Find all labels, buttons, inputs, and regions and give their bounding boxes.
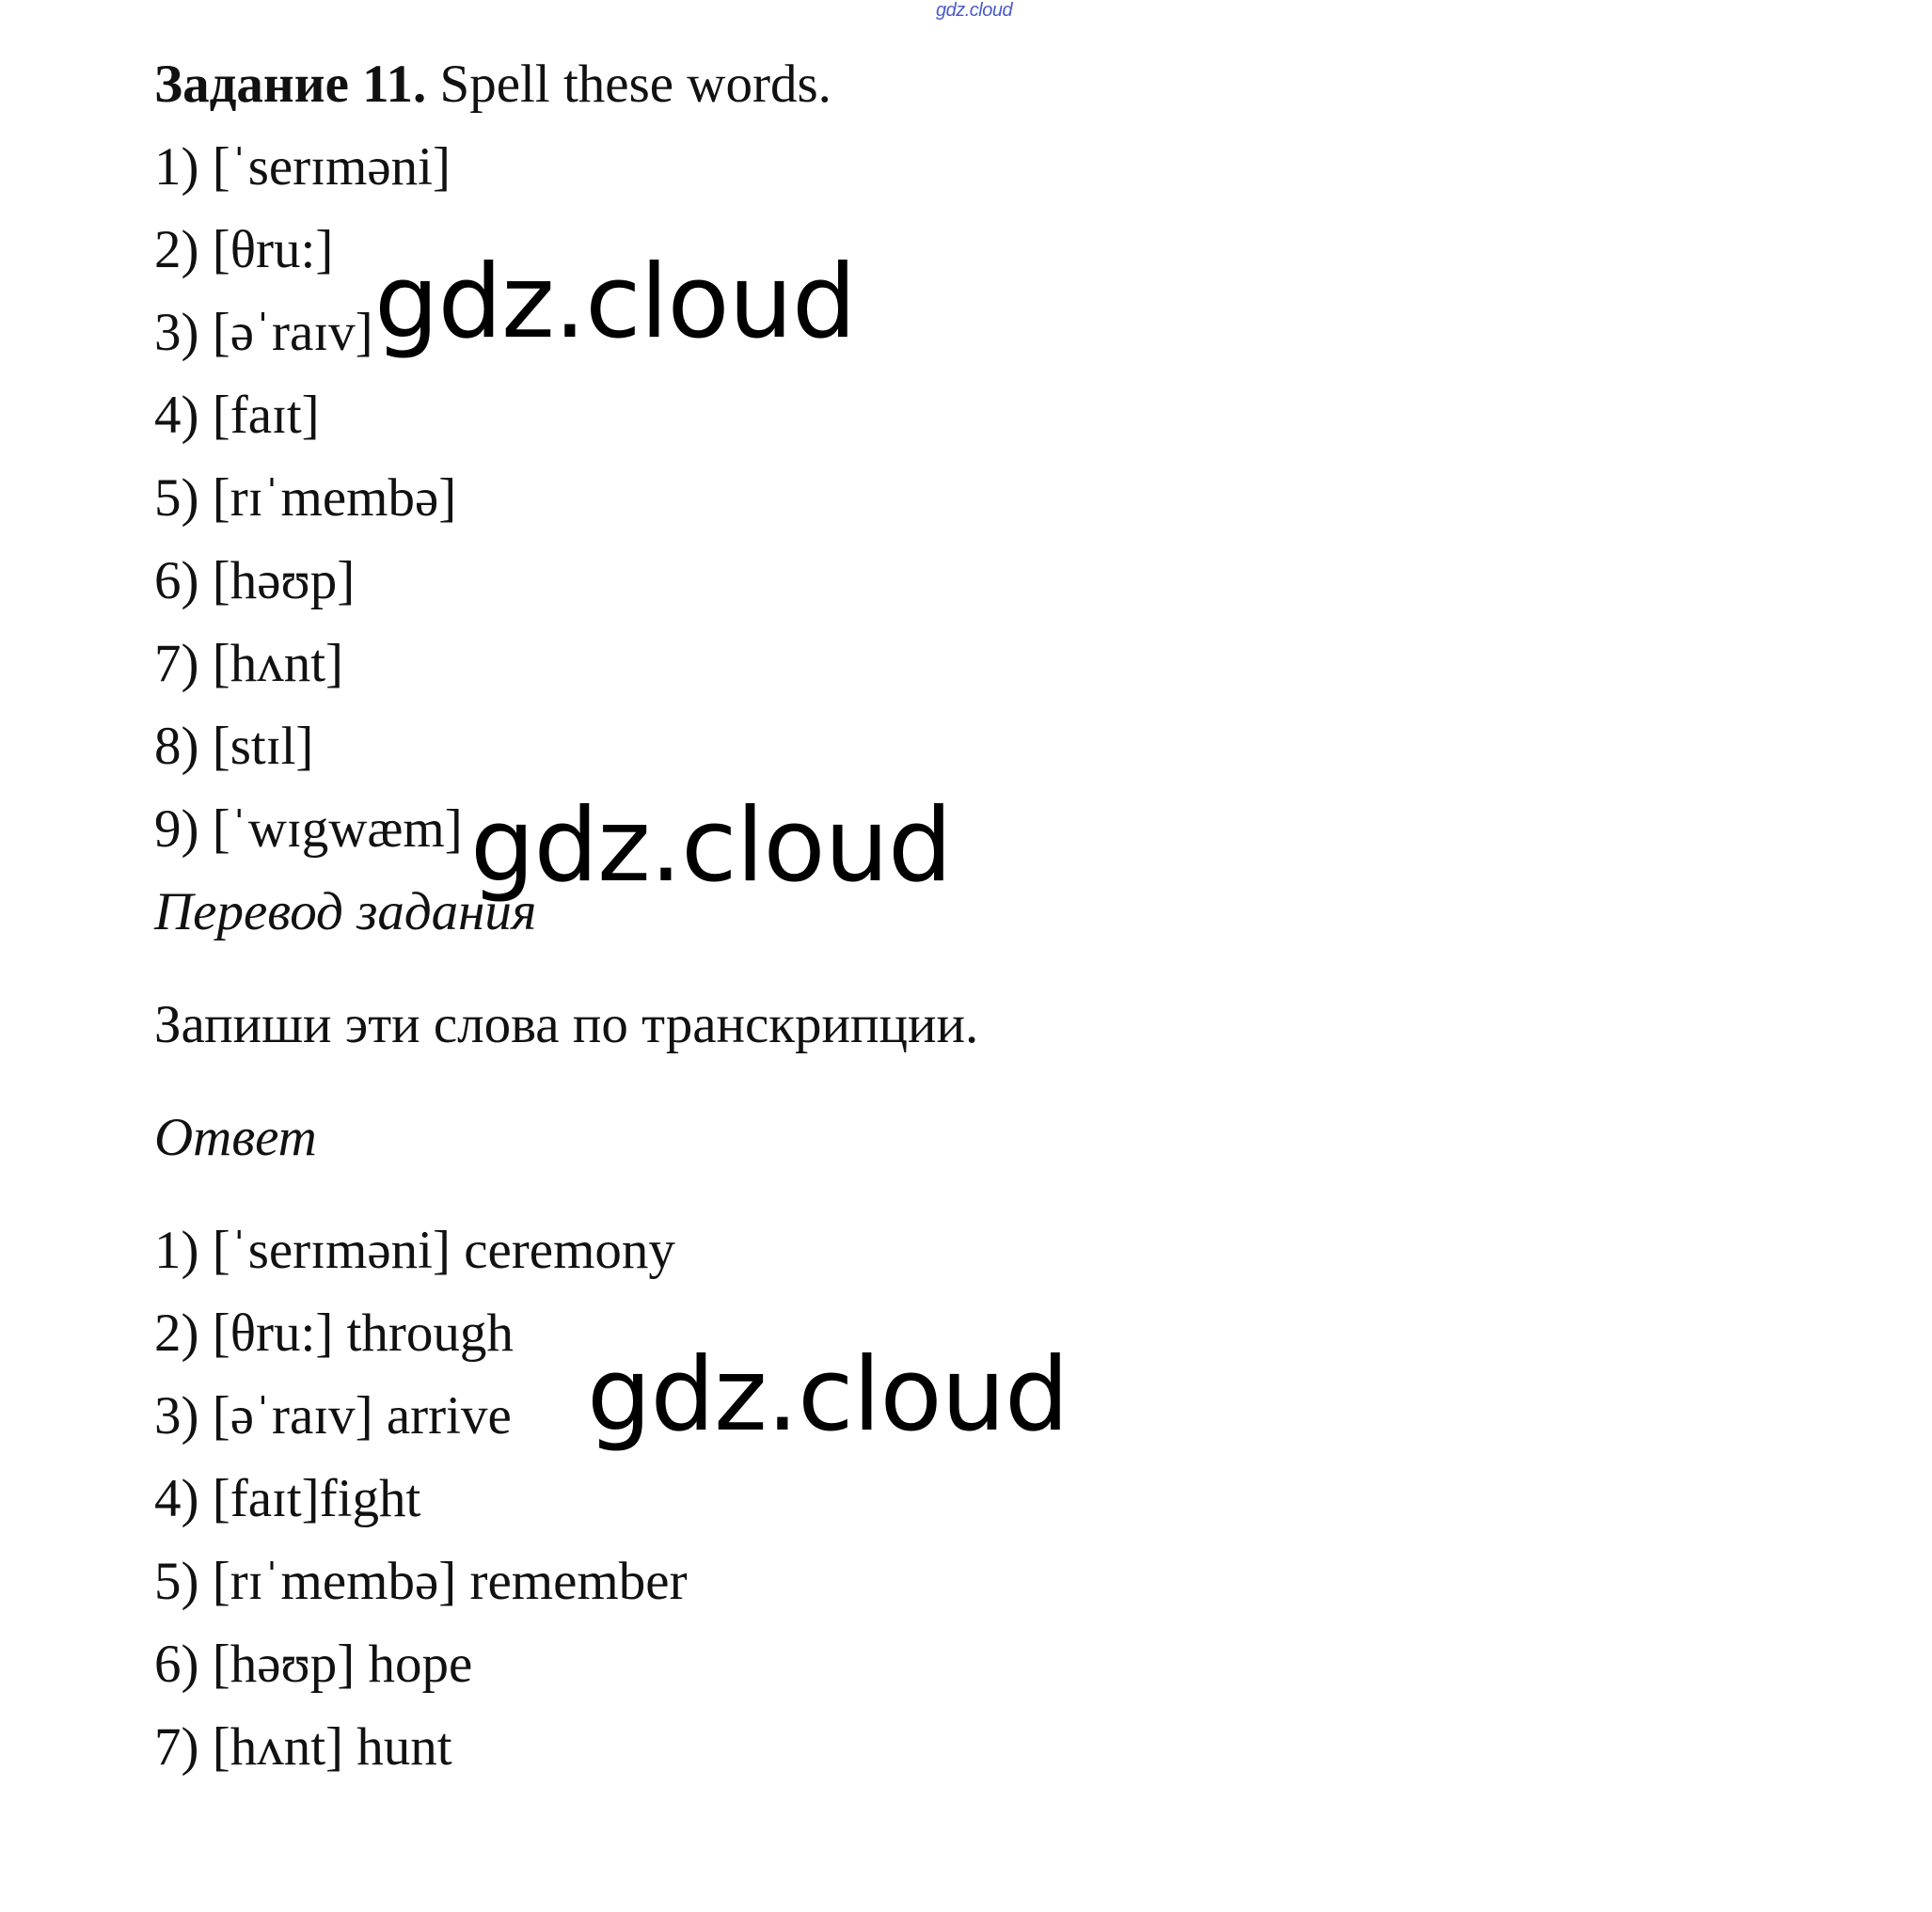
task-item: 4) [faɪt] [154, 386, 320, 445]
watermark: gdz.cloud [587, 1336, 1069, 1454]
task-item: 9) [ˈwɪgwæm] [154, 799, 463, 859]
translation-heading: Перевод задания [154, 882, 537, 941]
answer-item: 3) [əˈraɪv] arrive [154, 1386, 512, 1446]
answer-item: 6) [həʊp] hope [154, 1635, 473, 1694]
site-watermark-top: gdz.cloud [936, 0, 1013, 21]
answer-item: 4) [faɪt]fight [154, 1469, 421, 1528]
translation-text: Запиши эти слова по транскрипции. [154, 995, 979, 1054]
task-list [154, 126, 1847, 871]
answer-item: 5) [rɪˈmembə] remember [154, 1552, 688, 1611]
task-item: 5) [rɪˈmembə] [154, 468, 457, 528]
answer-item: 7) [hʌnt] hunt [154, 1717, 452, 1777]
task-item: 6) [həʊp] [154, 551, 356, 610]
task-instruction: Spell these words. [426, 55, 831, 114]
task-item: 7) [hʌnt] [154, 634, 344, 693]
watermark: gdz.cloud [374, 244, 856, 361]
answer-item: 1) [ˈserɪməni] ceremony [154, 1221, 675, 1280]
answer-heading: Ответ [154, 1108, 317, 1167]
task-title [154, 43, 1847, 126]
answer-item: 2) [θru:] through [154, 1304, 514, 1363]
task-item: 2) [θru:] [154, 220, 334, 279]
task-item: 1) [ˈserɪməni] [154, 137, 451, 197]
task-item: 3) [əˈraɪv] [154, 303, 373, 362]
task-number: Задание 11. [154, 55, 427, 114]
answer-list [154, 1209, 1847, 1789]
watermark: gdz.cloud [470, 787, 952, 905]
task-item: 8) [stɪl] [154, 717, 314, 776]
